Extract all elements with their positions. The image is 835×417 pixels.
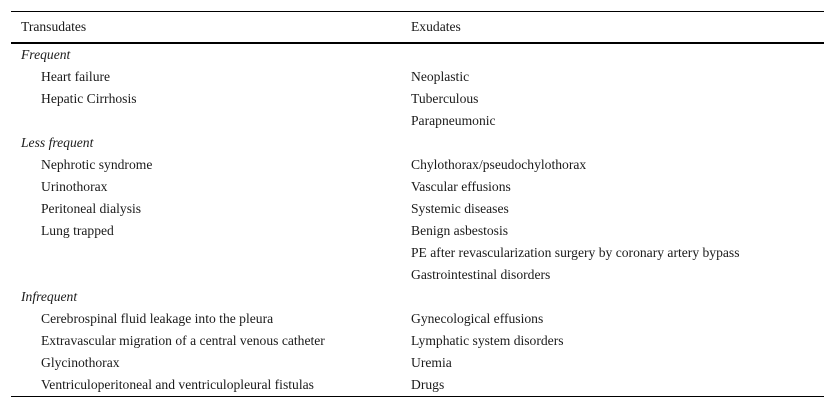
- exudate-cell: Vascular effusions: [411, 179, 511, 194]
- exudate-cell: Parapneumonic: [411, 113, 496, 128]
- group-label: Less frequent: [21, 135, 94, 150]
- transudate-cell: [11, 110, 401, 132]
- table-row: [11, 88, 824, 110]
- group-label: Frequent: [21, 47, 71, 62]
- header-transudates: Transudates: [21, 19, 87, 34]
- table-row: [11, 154, 824, 176]
- transudate-cell: Cerebrospinal fluid leakage into the pleura: [41, 311, 274, 326]
- header-exudates: Exudates: [411, 19, 461, 34]
- transudate-cell: Extravascular migration of a central venous catheter: [41, 333, 325, 348]
- table-body: [11, 43, 824, 397]
- table-row: [11, 352, 824, 374]
- table-row: [11, 66, 824, 88]
- transudate-cell: [11, 242, 401, 264]
- table-row: [11, 374, 824, 397]
- table-row: [11, 198, 824, 220]
- effusion-classification-table: [11, 11, 824, 397]
- transudate-cell: Glycinothorax: [41, 355, 120, 370]
- table-row: [11, 330, 824, 352]
- group-row: [11, 286, 824, 308]
- transudate-cell: Nephrotic syndrome: [41, 157, 153, 172]
- header-row: [11, 12, 824, 44]
- transudate-cell: Lung trapped: [41, 223, 114, 238]
- exudate-cell: Benign asbestosis: [411, 223, 509, 238]
- group-row: [11, 132, 824, 154]
- transudate-cell: Urinothorax: [41, 179, 108, 194]
- exudate-cell: Uremia: [411, 355, 452, 370]
- group-label: Infrequent: [21, 289, 78, 304]
- effusion-classification-table-wrapper: [11, 11, 824, 397]
- exudate-cell: PE after revascularization surgery by coronary artery bypass: [411, 245, 740, 260]
- exudate-cell: Drugs: [411, 377, 445, 392]
- exudate-cell: Gastrointestinal disorders: [411, 267, 551, 282]
- exudate-cell: Tuberculous: [411, 91, 479, 106]
- table-row: [11, 308, 824, 330]
- transudate-cell: Heart failure: [41, 69, 111, 84]
- exudate-cell: Lymphatic system disorders: [411, 333, 564, 348]
- exudate-cell: Systemic diseases: [411, 201, 509, 216]
- table-row: [11, 264, 824, 286]
- transudate-cell: Peritoneal dialysis: [41, 201, 142, 216]
- exudate-cell: Gynecological effusions: [411, 311, 544, 326]
- table-row: [11, 176, 824, 198]
- transudate-cell: [11, 264, 401, 286]
- transudate-cell: Ventriculoperitoneal and ventriculopleural fistulas: [41, 377, 314, 392]
- table-row: [11, 220, 824, 242]
- group-row: [11, 43, 824, 66]
- table-row: [11, 110, 824, 132]
- exudate-cell: Chylothorax/pseudochylothorax: [411, 157, 587, 172]
- transudate-cell: Hepatic Cirrhosis: [41, 91, 137, 106]
- table-row: [11, 242, 824, 264]
- exudate-cell: Neoplastic: [411, 69, 470, 84]
- table-header: [11, 12, 824, 44]
